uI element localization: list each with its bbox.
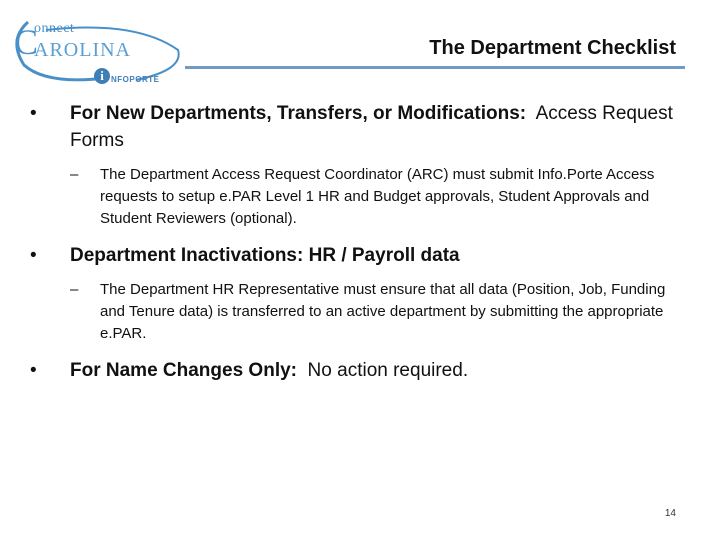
logo-c-letter: C: [14, 22, 39, 62]
logo-connect-text: onnect: [34, 21, 75, 36]
bullet-heading: For Name Changes Only:: [70, 360, 297, 381]
bullet-new-departments: [30, 100, 680, 154]
sub-bullet-hr-rep: [30, 279, 680, 345]
sub-bullet-arc: [30, 164, 680, 230]
sub-bullet-text: The Department HR Representative must ensure that all data (Position, Job, Funding and Tenure data) is transferred to an active department by submitting the appropriate e.PAR.: [100, 281, 666, 342]
page-title: The Department Checklist: [429, 37, 676, 59]
bullet-marker: •: [30, 103, 37, 124]
checklist-content: [30, 100, 680, 394]
bullet-heading: Department Inactivations: HR / Payroll data: [70, 245, 460, 266]
bullet-marker: •: [30, 360, 37, 381]
connect-carolina-logo: [6, 10, 186, 88]
page-number: 14: [664, 508, 676, 519]
logo-infoporte-text: NFOPORTE: [111, 75, 160, 84]
bullet-text: Access Request Forms: [70, 103, 679, 151]
title-divider: [185, 66, 685, 69]
bullet-name-changes: [30, 357, 680, 384]
sub-bullet-text: The Department Access Request Coordinator (ARC) must submit Info.Porte Access requests to setup e.PAR Level 1 HR and Budget approvals, Student Approvals and Student Reviewers (optional).: [100, 166, 655, 227]
sub-bullet-marker: –: [70, 281, 79, 298]
sub-bullet-marker: –: [70, 166, 79, 183]
bullet-inactivations: [30, 242, 680, 269]
logo-carolina-text: AROLINA: [34, 39, 131, 61]
info-icon: i: [94, 68, 110, 84]
bullet-marker: •: [30, 245, 37, 266]
bullet-heading: For New Departments, Transfers, or Modifications:: [70, 103, 527, 124]
bullet-text: No action required.: [297, 360, 469, 381]
